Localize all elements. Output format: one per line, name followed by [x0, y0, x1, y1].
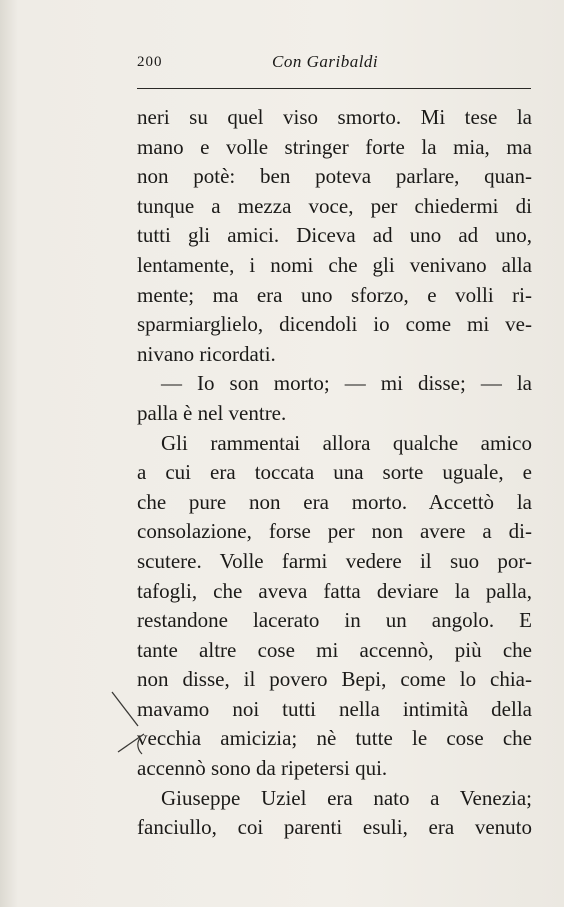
text-line: mano e volle stringer forte la mia, ma	[137, 134, 532, 159]
text-line: restandone lacerato in un angolo. E	[137, 608, 532, 633]
text-line: tafogli, che aveva fatta deviare la palla,	[137, 578, 532, 603]
text-line: nivano ricordati.	[137, 341, 276, 366]
text-line: mente; ma era uno sforzo, e volli ri-	[137, 282, 532, 307]
body-text	[137, 103, 532, 843]
text-line: che pure non era morto. Accettò la	[137, 489, 532, 514]
text-line: vecchia amicizia; nè tutte le cose che	[137, 726, 532, 751]
running-head	[137, 54, 531, 78]
text-line: tutti gli amici. Diceva ad uno ad uno,	[137, 223, 532, 248]
running-title: Con Garibaldi	[272, 52, 379, 71]
text-line: Gli rammentai allora qualche amico	[161, 430, 532, 455]
text-line: palla è nel ventre.	[137, 400, 287, 425]
text-line: mavamo noi tutti nella intimità della	[137, 696, 532, 721]
text-line: consolazione, forse per non avere a di-	[137, 519, 532, 544]
text-line: fanciullo, coi parenti esuli, era venuto	[137, 815, 532, 840]
text-line: accennò sono da ripetersi qui.	[137, 756, 388, 781]
header-rule	[137, 88, 531, 89]
page-number: 200	[137, 54, 163, 70]
text-line: neri su quel viso smorto. Mi tese la	[137, 105, 532, 129]
text-line: sparmiarglielo, dicendoli io come mi ve-	[137, 312, 532, 337]
text-line: a cui era toccata una sorte uguale, e	[137, 460, 532, 485]
text-line: tunque a mezza voce, per chiedermi di	[137, 193, 532, 218]
text-line: non disse, il povero Bepi, come lo chia-	[137, 667, 532, 692]
text-line: non potè: ben poteva parlare, quan-	[137, 164, 532, 189]
text-line: Giuseppe Uziel era nato a Venezia;	[161, 785, 532, 810]
text-line: — Io son morto; — mi disse; — la	[161, 371, 532, 396]
text-line: lentamente, i nomi che gli venivano alla	[137, 252, 532, 277]
pencil-margin-mark-icon	[108, 690, 158, 770]
text-line: scutere. Volle farmi vedere il suo por-	[137, 548, 532, 573]
text-line: tante altre cose mi accennò, più che	[137, 637, 532, 662]
